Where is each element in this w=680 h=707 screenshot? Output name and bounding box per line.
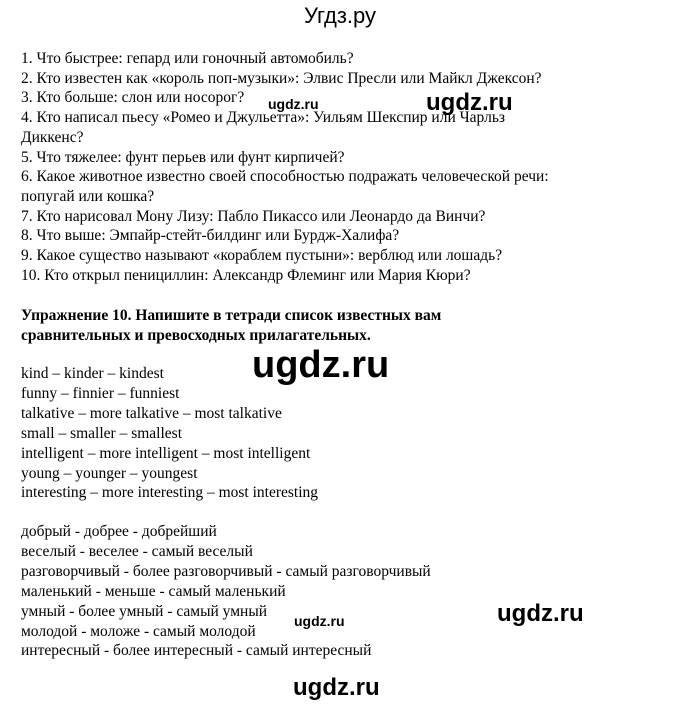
site-title: Угдз.ру bbox=[303, 3, 377, 28]
russian-adjective-line: молодой - моложе - самый молодой bbox=[21, 622, 256, 640]
english-adjective-line: intelligent – more intelligent – most intelligent bbox=[21, 444, 311, 462]
russian-adjective-line: веселый - веселее - самый веселый bbox=[21, 542, 253, 560]
question-line: 4. Кто написал пьесу «Ромео и Джульетта»: Уильям Шекспир или Чарльз bbox=[21, 109, 506, 127]
watermark: ugdz.ru bbox=[268, 96, 319, 112]
question-line: 7. Кто нарисовал Мону Лизу: Пабло Пикассо или Леонардо да Винчи? bbox=[21, 207, 486, 225]
question-line: 2. Кто известен как «король поп-музыки»: Элвис Пресли или Майкл Джексон? bbox=[21, 69, 542, 87]
watermark: ugdz.ru bbox=[497, 600, 584, 627]
question-list bbox=[21, 49, 661, 285]
watermark: ugdz.ru bbox=[293, 674, 380, 701]
watermark: ugdz.ru bbox=[294, 613, 345, 629]
english-adjective-line: young – younger – youngest bbox=[21, 464, 198, 482]
english-adjective-line: small – smaller – smallest bbox=[21, 424, 183, 442]
russian-adjective-line: маленький - меньше - самый маленький bbox=[21, 582, 286, 600]
question-line: 1. Что быстрее: гепард или гоночный автомобиль? bbox=[21, 50, 354, 67]
exercise-heading bbox=[21, 306, 661, 346]
english-adjective-line: interesting – more interesting – most interesting bbox=[21, 484, 319, 502]
english-adjective-line: kind – kinder – kindest bbox=[21, 365, 164, 382]
question-line: 9. Какое существо называют «кораблем пустыни»: верблюд или лошадь? bbox=[21, 247, 503, 265]
question-line: 5. Что тяжелее: фунт перьев или фунт кирпичей? bbox=[21, 148, 345, 166]
russian-adjective-list bbox=[21, 522, 431, 661]
question-line: попугай или кошка? bbox=[21, 187, 155, 205]
russian-adjective-line: разговорчивый - более разговорчивый - самый разговорчивый bbox=[21, 562, 431, 580]
question-line: 6. Какое животное известно своей способностью подражать человеческой речи: bbox=[21, 168, 549, 186]
exercise-heading-line: сравнительных и превосходных прилагательных. bbox=[21, 327, 371, 344]
question-line: 3. Кто больше: слон или носорог? bbox=[21, 89, 245, 107]
question-line: 10. Кто открыл пенициллин: Александр Флеминг или Мария Кюри? bbox=[21, 266, 471, 284]
exercise-heading-line: Упражнение 10. Напишите в тетради список известных вам bbox=[21, 307, 442, 324]
watermark: ugdz.ru bbox=[252, 344, 390, 386]
english-adjective-line: funny – finnier – funniest bbox=[21, 384, 180, 402]
watermark: ugdz.ru bbox=[426, 89, 513, 116]
russian-adjective-line: интересный - более интересный - самый интересный bbox=[21, 642, 372, 660]
russian-adjective-line: добрый - добрее - добрейший bbox=[21, 523, 217, 540]
question-line: 8. Что выше: Эмпайр-стейт-билдинг или Бурдж-Халифа? bbox=[21, 227, 400, 245]
question-line: Диккенс? bbox=[21, 128, 84, 146]
russian-adjective-line: умный - более умный - самый умный bbox=[21, 602, 268, 620]
english-adjective-line: talkative – more talkative – most talkative bbox=[21, 404, 282, 422]
